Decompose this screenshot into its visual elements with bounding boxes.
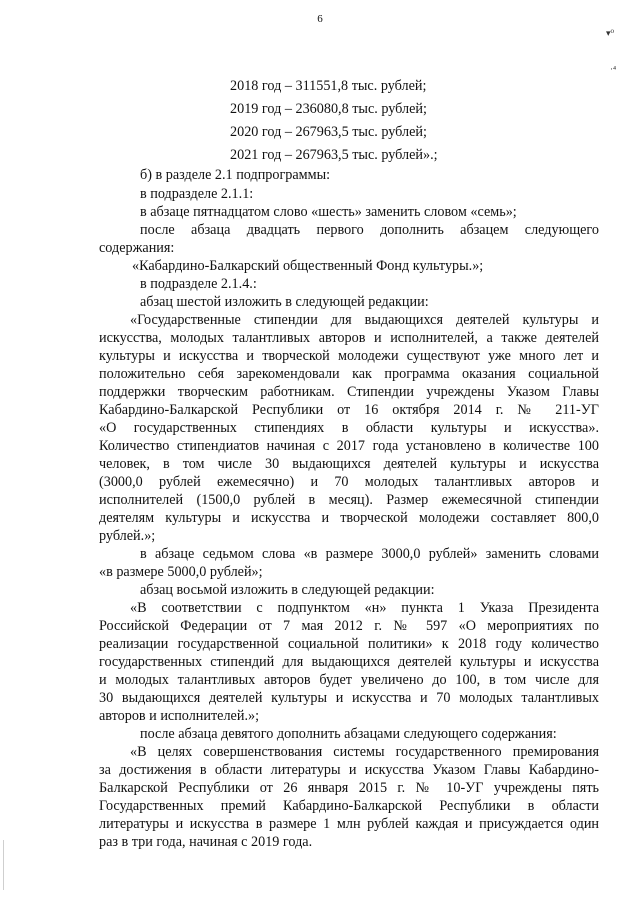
funding-line: 2018 год – 311551,8 тыс. рублей; [230,78,427,94]
text-line: «в размере 5000,0 рублей»; [99,564,263,580]
text-line: Российской Федерации от 7 мая 2012 г. № 597 «О мероприятиях по [99,618,599,634]
text-line: деятелям культуры и искусства и творческой молодежи составляет 800,0 [99,510,599,526]
page-number: 6 [317,13,323,25]
funding-line: 2019 год – 236080,8 тыс. рублей; [230,101,427,117]
text-line: б) в разделе 2.1 подпрограммы: [140,167,331,183]
text-line: положительно себя зарекомендовали как программа оказания социальной [99,366,599,382]
text-line: авторов и исполнителей.»; [99,708,260,724]
text-line: исполнителей (1500,0 рублей в месяц). Размер ежемесячной стипендии [99,492,599,508]
text-line: раз в три года, начиная с 2019 года. [99,834,313,850]
text-line: «Государственные стипендии для выдающихся деятелей культуры и [130,312,599,328]
text-line: «В целях совершенствования системы государственного премирования [130,744,599,760]
text-line: абзац восьмой изложить в следующей редакции: [140,582,435,598]
text-line: культуры и искусства и творческой молодежи существуют уже много лет и [99,348,599,364]
text-line: Количество стипендиатов начиная с 2017 года установлено в количестве 100 [99,438,599,454]
text-line: в подразделе 2.1.4.: [140,276,257,292]
scan-edge [3,840,4,890]
funding-line: 2020 год – 267963,5 тыс. рублей; [230,124,427,140]
text-line: «В соответствии с подпунктом «н» пункта 1 Указа Президента [130,600,599,616]
text-line: после абзаца двадцать первого дополнить абзацем следующего [140,222,599,238]
text-line: «Кабардино-Балкарский общественный Фонд культуры.»; [132,258,484,274]
text-line: Кабардино-Балкарской Республики от 16 октября 2014 г. № 211-УГ [99,402,599,418]
text-line: «О государственных стипендиях в области культуры и искусства». [99,420,599,436]
text-line: (3000,0 рублей ежемесячно) и 70 молодых талантливых авторов и [99,474,599,490]
text-line: после абзаца девятого дополнить абзацами следующего содержания: [140,726,557,742]
text-line: человек, в том числе 30 выдающихся деятелей культуры и искусства [99,456,599,472]
text-line: поддержки творческим работникам. Стипендии учреждены Указом Главы [99,384,599,400]
text-line: в абзаце пятнадцатом слово «шесть» заменить словом «семь»; [140,204,517,220]
text-line: в подразделе 2.1.1: [140,186,254,202]
funding-line: 2021 год – 267963,5 тыс. рублей».; [230,147,438,163]
text-line: в абзаце седьмом слова «в размере 3000,0 рублей» заменить словами [140,546,599,562]
text-line: государственных стипендий для выдающихся деятелей культуры и искусства [99,654,599,670]
text-line: реализации государственной социальной политики» к 2018 году количество [99,636,599,652]
text-line: искусства, молодых талантливых авторов и исполнителей, а также деятелей [99,330,599,346]
text-line: абзац шестой изложить в следующей редакции: [140,294,429,310]
scan-mark-top: ▾⁰ [606,28,615,38]
text-line: Государственных премий Кабардино-Балкарской Республики в области [99,798,599,814]
text-line: литературы и искусства в размере 1 млн рублей каждая и присуждается один [99,816,599,832]
text-line: 30 выдающихся деятелей культуры и искусства и 70 молодых талантливых [99,690,599,706]
text-line: содержания: [99,240,175,256]
text-line: за достижения в области литературы и искусства Указом Главы Кабардино- [99,762,599,778]
text-line: и молодых талантливых авторов будет увеличено до 100, в том числе для [99,672,599,688]
text-line: Балкарской Республики от 26 января 2015 г. № 10-УГ учреждены пять [99,780,599,796]
scan-mark-bottom: ·⁴ [610,64,617,74]
text-line: рублей.»; [99,528,156,544]
